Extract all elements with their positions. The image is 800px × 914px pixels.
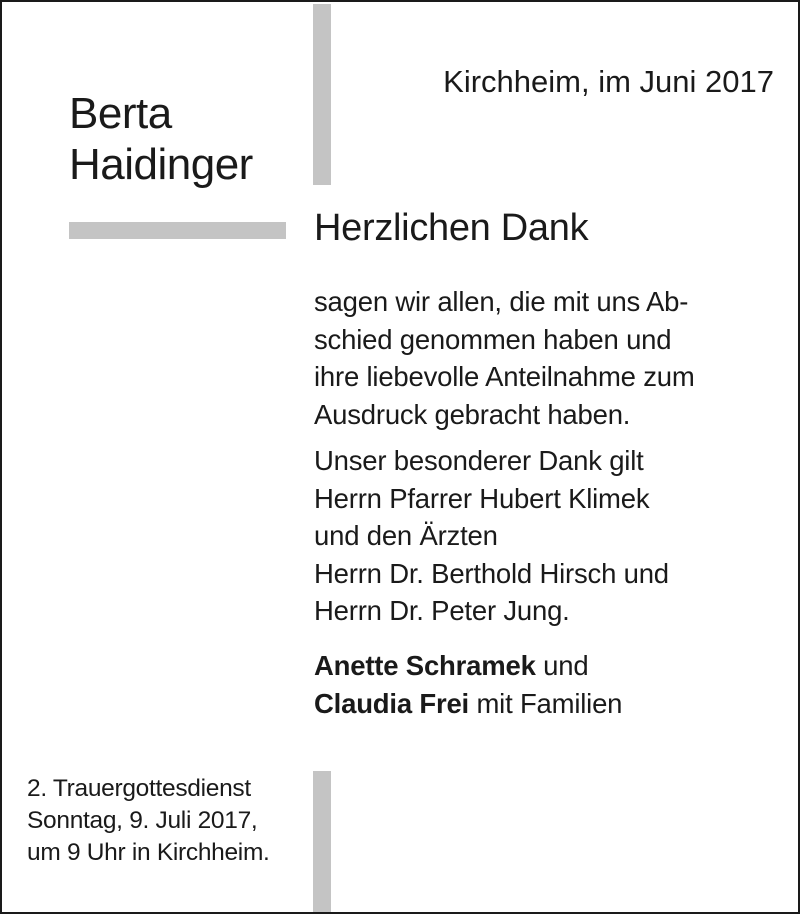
deceased-name bbox=[69, 88, 253, 190]
thanks-title: Herzlichen Dank bbox=[314, 207, 589, 249]
thanks-message bbox=[314, 283, 695, 630]
message-line: Herrn Pfarrer Hubert Klimek bbox=[314, 482, 650, 514]
message-line: schied genommen haben und bbox=[314, 323, 672, 355]
place-date-line: Kirchheim, im Juni 2017 bbox=[443, 64, 774, 99]
signer-suffix: und bbox=[543, 650, 589, 681]
memorial-service-info bbox=[27, 773, 270, 869]
service-line: um 9 Uhr in Kirchheim. bbox=[27, 839, 270, 866]
deceased-first-name: Berta bbox=[69, 89, 172, 138]
signer-name: Anette Schramek bbox=[314, 650, 536, 681]
message-line: Unser besonderer Dank gilt bbox=[314, 445, 644, 476]
service-line: Sonntag, 9. Juli 2017, bbox=[27, 807, 258, 834]
signer-name: Claudia Frei bbox=[314, 687, 469, 719]
message-line: und den Ärzten bbox=[314, 520, 498, 551]
message-line: Herrn Dr. Peter Jung. bbox=[314, 595, 570, 626]
decorative-bar-bottom bbox=[313, 771, 331, 912]
message-line: Ausdruck gebracht haben. bbox=[314, 398, 631, 430]
decorative-bar-middle bbox=[69, 222, 286, 239]
message-line: Herrn Dr. Berthold Hirsch und bbox=[314, 557, 669, 589]
signer-line bbox=[314, 647, 622, 685]
signer-suffix: mit Familien bbox=[476, 687, 623, 719]
decorative-bar-top bbox=[313, 4, 331, 185]
signers-block bbox=[314, 647, 622, 722]
signer-line bbox=[314, 685, 622, 723]
message-line: ihre liebevolle Anteilnahme zum bbox=[314, 361, 695, 392]
service-line: 2. Trauergottesdienst bbox=[27, 775, 251, 802]
deceased-last-name: Haidinger bbox=[69, 140, 253, 189]
message-line: sagen wir allen, die mit uns Ab- bbox=[314, 286, 689, 317]
